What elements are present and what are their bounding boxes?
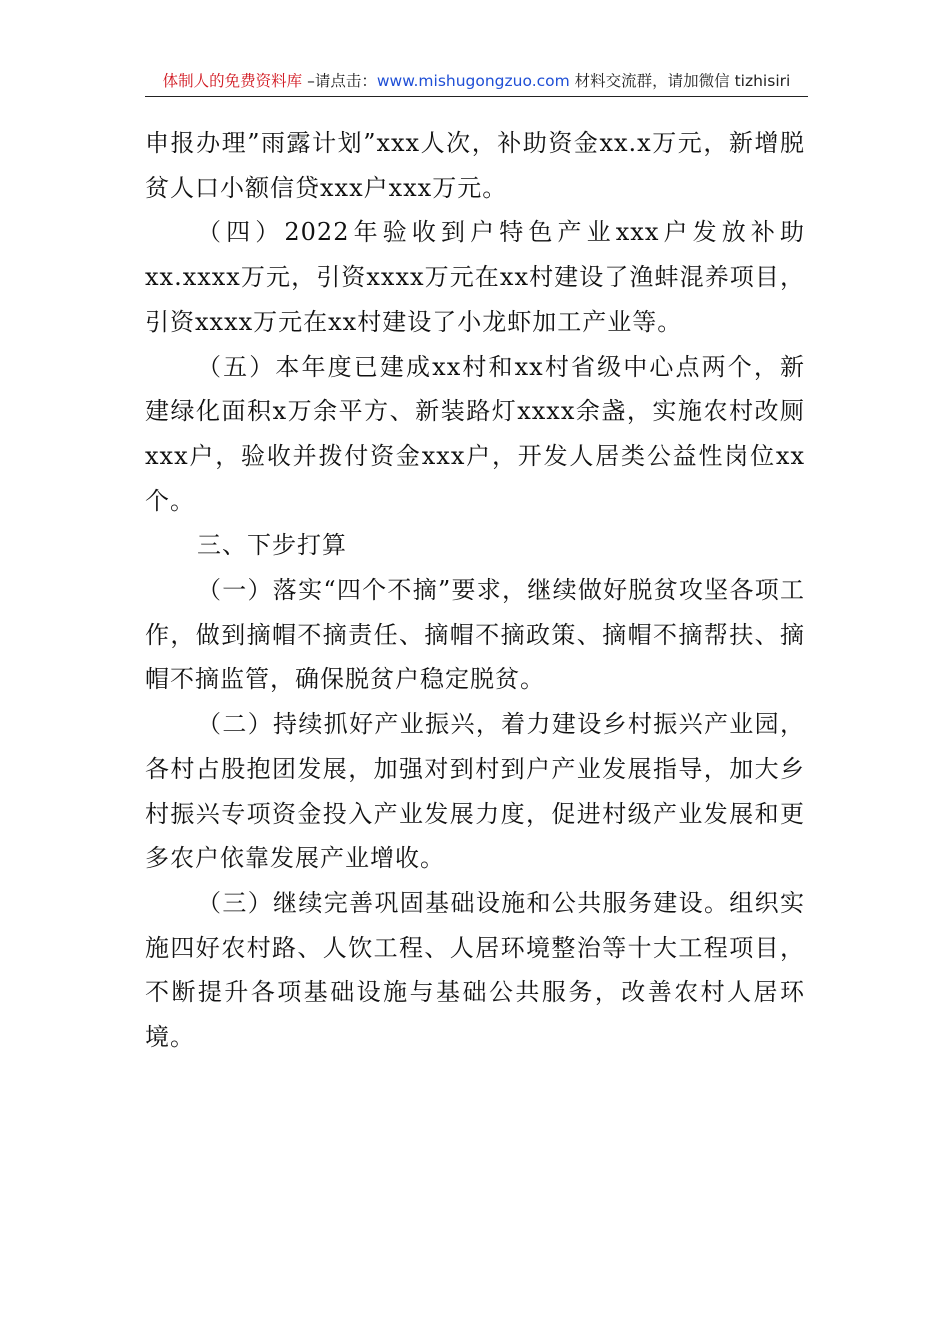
paragraph-continuation: 申报办理”雨露计划”xxx人次，补助资金xx.x万元，新增脱贫人口小额信贷xxx户xxx万元。 [145,129,805,202]
page-header [145,66,808,97]
section-heading: 三、下步打算 [197,531,347,560]
header-contact: 材料交流群，请加微信 tizhisiri [569,72,791,90]
header-prompt: –请点击： [302,72,377,90]
paragraph-item-4: （四）2022年验收到户特色产业xxx户发放补助xx.xxxx万元，引资xxxx万元在xx村建设了渔蚌混养项目，引资xxxx万元在xx村建设了小龙虾加工产业等。 [145,218,805,336]
header-link[interactable]: www.mishugongzuo.com [376,72,570,90]
paragraph-item-5: （五）本年度已建成xx村和xx村省级中心点两个，新建绿化面积x万余平方、新装路灯xxxx余盏，实施农村改厕xxx户，验收并拨付资金xxx户，开发人居类公益性岗位xx个。 [145,352,805,515]
plan-item-2: （二）持续抓好产业振兴，着力建设乡村振兴产业园，各村占股抱团发展，加强对到村到户产业发展指导，加大乡村振兴专项资金投入产业发展力度，促进村级产业发展和更多农户依靠发展产业增收。 [145,710,805,873]
plan-item-1: （一）落实“四个不摘”要求，继续做好脱贫攻坚各项工作，做到摘帽不摘责任、摘帽不摘政策、摘帽不摘帮扶、摘帽不摘监管，确保脱贫户稳定脱贫。 [145,576,805,694]
header-brand: 体制人的免费资料库 [162,72,303,90]
plan-item-3: （三）继续完善巩固基础设施和公共服务建设。组织实施四好农村路、人饮工程、人居环境整治等十大工程项目，不断提升各项基础设施与基础公共服务，改善农村人居环境。 [145,888,805,1052]
document-body [145,121,805,1060]
